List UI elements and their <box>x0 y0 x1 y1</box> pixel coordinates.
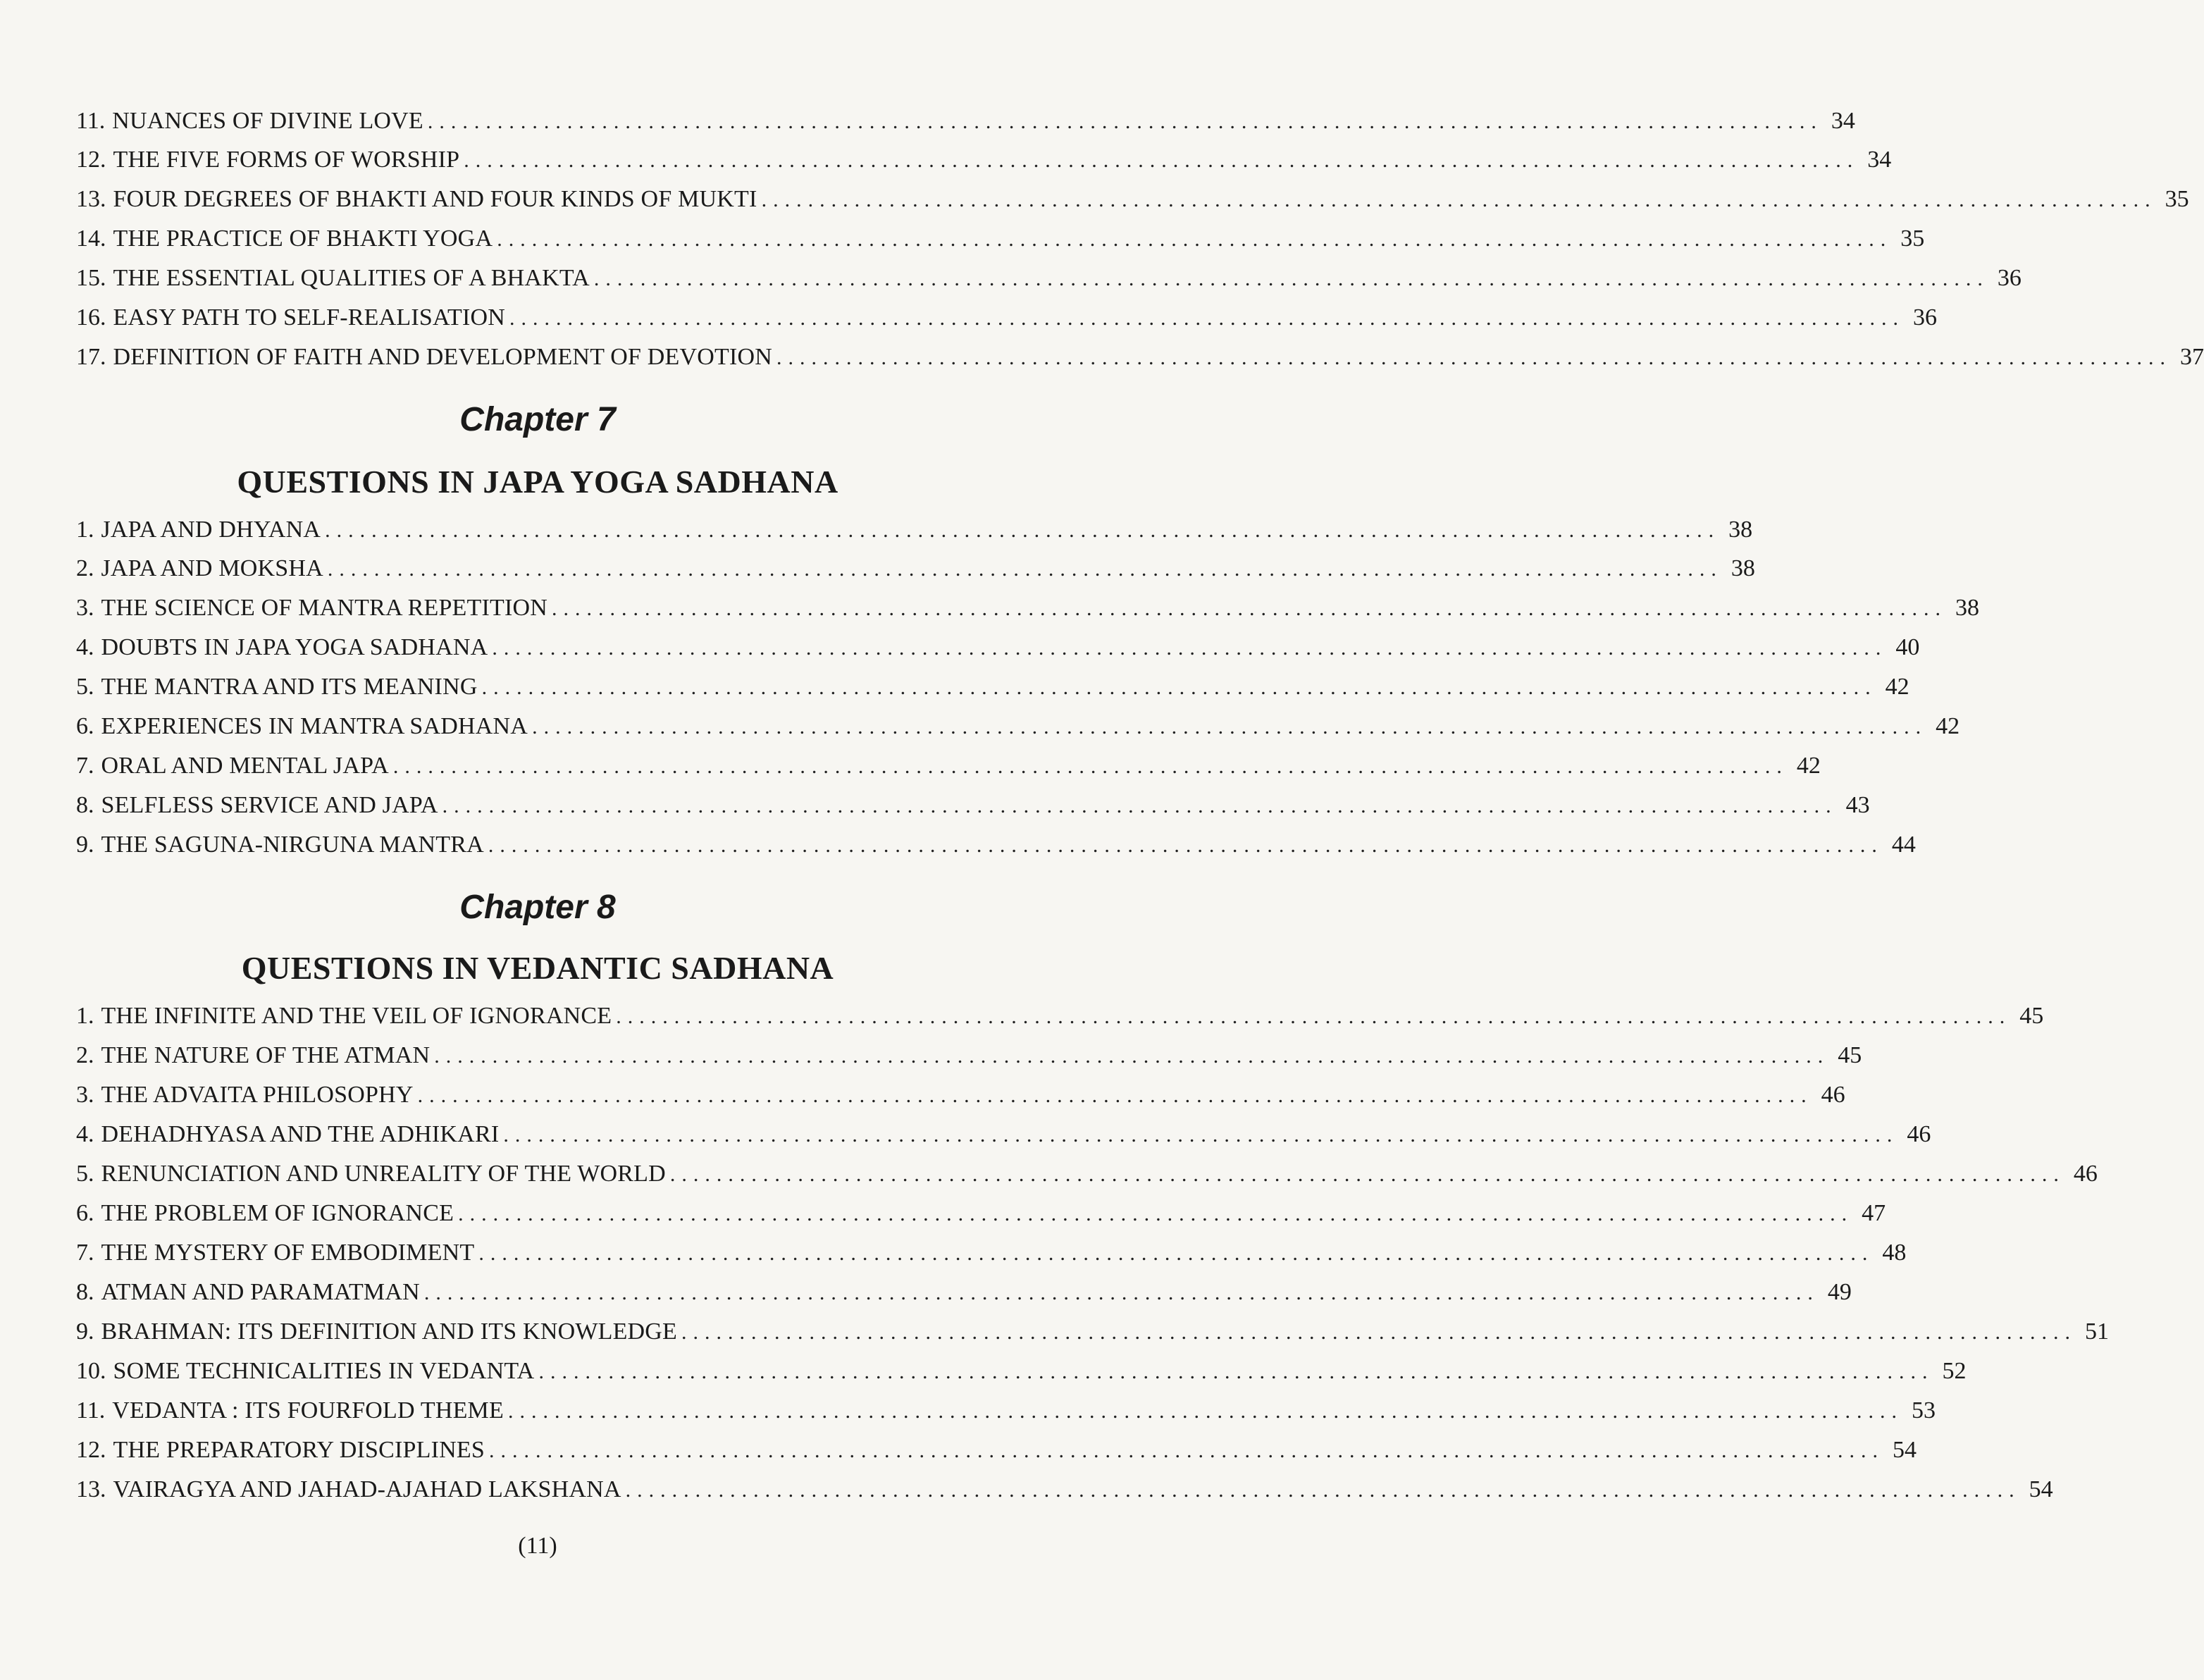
entry-title: VAIRAGYA AND JAHAD-AJAHAD LAKSHANA <box>113 1476 621 1502</box>
entry-page: 54 <box>2029 1476 2053 1502</box>
toc-entry <box>76 1001 2044 1032</box>
entry-page: 34 <box>1867 147 1892 173</box>
toc-entry <box>76 184 2189 215</box>
entry-number: 6. <box>76 713 94 739</box>
entry-number: 1. <box>76 1003 94 1029</box>
entry-number: 2. <box>76 1042 94 1068</box>
dot-leader: ........................................................................................................................ <box>434 1044 1830 1068</box>
section-heading: QUESTIONS IN VEDANTIC SADHANA <box>241 950 834 986</box>
entry-page: 42 <box>1936 713 1960 739</box>
dot-leader: ........................................................................................................................ <box>417 1084 1813 1107</box>
entry-number: 13. <box>76 186 106 212</box>
dot-leader: ........................................................................................................................ <box>507 1400 1903 1423</box>
toc-entry <box>76 829 1916 860</box>
entry-number: 3. <box>76 595 94 621</box>
toc-entry <box>76 1198 1886 1229</box>
dot-leader: ........................................................................................................................ <box>392 755 1788 778</box>
entry-title: SELFLESS SERVICE AND JAPA <box>101 792 438 818</box>
toc-entry <box>76 1040 1862 1071</box>
toc-entry <box>76 790 1870 821</box>
entry-number: 7. <box>76 1240 94 1266</box>
entry-page: 35 <box>2165 186 2189 212</box>
entry-title: JAPA AND DHYANA <box>101 517 321 543</box>
toc-entry <box>76 593 1980 624</box>
dot-leader: ........................................................................................................................ <box>761 188 2157 211</box>
entry-page: 40 <box>1895 634 1920 660</box>
entry-title: THE FIVE FORMS OF WORSHIP <box>113 147 460 173</box>
dot-leader: ........................................................................................................................ <box>492 636 1888 660</box>
toc-entry <box>76 514 1753 545</box>
entry-number: 16. <box>76 304 106 331</box>
entry-page: 53 <box>1911 1397 1936 1423</box>
dot-leader: ........................................................................................................................ <box>509 307 1905 330</box>
toc-entry <box>76 1474 2053 1505</box>
toc-entry <box>76 1316 2110 1347</box>
entry-title: THE PREPARATORY DISCIPLINES <box>113 1437 485 1463</box>
toc-entry <box>76 1159 2098 1190</box>
entry-number: 7. <box>76 753 94 779</box>
entry-number: 11. <box>76 1397 106 1423</box>
toc-entry <box>76 672 1909 703</box>
entry-page: 51 <box>2085 1318 2110 1345</box>
dot-leader: ........................................................................................................................ <box>488 1439 1884 1462</box>
entry-number: 15. <box>76 265 106 291</box>
entry-title: THE INFINITE AND THE VEIL OF IGNORANCE <box>101 1003 612 1029</box>
entry-number: 12. <box>76 147 106 173</box>
dot-leader: ........................................................................................................................ <box>552 597 1948 620</box>
entry-page: 44 <box>1891 832 1916 858</box>
dot-leader: ........................................................................................................................ <box>681 1321 2077 1344</box>
dot-leader: ........................................................................................................................ <box>538 1360 1934 1383</box>
toc-entry <box>76 1237 1907 1268</box>
entry-page: 46 <box>1907 1121 1931 1147</box>
entry-page: 45 <box>1838 1042 1862 1068</box>
dot-leader: ........................................................................................................................ <box>481 676 1877 699</box>
entry-page: 38 <box>1728 517 1753 543</box>
entry-title: THE NATURE OF THE ATMAN <box>101 1042 431 1068</box>
entry-number: 5. <box>76 1161 94 1187</box>
dot-leader: ........................................................................................................................ <box>593 267 1989 290</box>
toc-entry <box>76 632 1920 663</box>
entry-title: NUANCES OF DIVINE LOVE <box>112 108 423 134</box>
toc-entry <box>76 144 1892 175</box>
entry-page: 42 <box>1796 753 1821 779</box>
entry-number: 9. <box>76 832 94 858</box>
entry-page: 38 <box>1731 555 1755 581</box>
toc-entry <box>76 751 1821 782</box>
dot-leader: ........................................................................................................................ <box>464 149 1859 172</box>
toc-entry <box>76 302 1937 333</box>
dot-leader: ........................................................................................................................ <box>776 346 2172 369</box>
entry-page: 37 <box>2180 344 2204 370</box>
dot-leader: ........................................................................................................................ <box>669 1163 2065 1186</box>
entry-number: 12. <box>76 1437 106 1463</box>
entry-title: EXPERIENCES IN MANTRA SADHANA <box>101 713 528 739</box>
chapter-label: Chapter 8 <box>459 889 616 926</box>
chapter-label: Chapter 7 <box>459 401 616 438</box>
toc-entry <box>76 1277 1852 1308</box>
entry-number: 10. <box>76 1358 106 1384</box>
dot-leader: ........................................................................................................................ <box>532 715 1928 739</box>
entry-title: THE ESSENTIAL QUALITIES OF A BHAKTA <box>113 265 590 291</box>
toc-entry <box>76 553 1755 584</box>
entry-page: 43 <box>1845 792 1870 818</box>
section-heading: QUESTIONS IN JAPA YOGA SADHANA <box>237 464 838 500</box>
entry-number: 14. <box>76 226 106 252</box>
entry-title: ORAL AND MENTAL JAPA <box>101 753 389 779</box>
dot-leader: ........................................................................................................................ <box>423 1281 1819 1304</box>
dot-leader: ........................................................................................................................ <box>488 834 1883 857</box>
toc-entry <box>76 342 2204 373</box>
entry-page: 36 <box>1997 265 2022 291</box>
dot-leader: ........................................................................................................................ <box>497 228 1893 251</box>
entry-title: DEFINITION OF FAITH AND DEVELOPMENT OF DEVOTION <box>113 344 773 370</box>
entry-title: FOUR DEGREES OF BHAKTI AND FOUR KINDS OF MUKTI <box>113 186 757 212</box>
entry-number: 13. <box>76 1476 106 1502</box>
toc-entry <box>76 1119 1931 1150</box>
entry-title: EASY PATH TO SELF-REALISATION <box>113 304 505 331</box>
entry-number: 4. <box>76 1121 94 1147</box>
entry-title: DOUBTS IN JAPA YOGA SADHANA <box>101 634 488 660</box>
entry-page: 47 <box>1862 1200 1886 1226</box>
entry-page: 45 <box>2019 1003 2044 1029</box>
entry-title: THE ADVAITA PHILOSOPHY <box>101 1082 414 1108</box>
entry-number: 5. <box>76 674 94 700</box>
entry-page: 46 <box>1821 1082 1845 1108</box>
entry-page: 52 <box>1942 1358 1967 1384</box>
entry-number: 6. <box>76 1200 94 1226</box>
entry-title: DEHADHYASA AND THE ADHIKARI <box>101 1121 500 1147</box>
dot-leader: ........................................................................................................................ <box>616 1005 2012 1028</box>
dot-leader: ........................................................................................................................ <box>503 1123 1899 1147</box>
toc-entry <box>76 106 1855 137</box>
toc-entry <box>76 711 1960 742</box>
entry-page: 34 <box>1831 108 1855 134</box>
toc-entry <box>76 1356 1967 1387</box>
dot-leader: ........................................................................................................................ <box>327 557 1723 581</box>
entry-title: ATMAN AND PARAMATMAN <box>101 1279 420 1305</box>
entry-number: 8. <box>76 1279 94 1305</box>
entry-title: SOME TECHNICALITIES IN VEDANTA <box>113 1358 535 1384</box>
entry-title: VEDANTA : ITS FOURFOLD THEME <box>112 1397 504 1423</box>
entry-number: 4. <box>76 634 94 660</box>
entry-number: 3. <box>76 1082 94 1108</box>
page-number: (11) <box>518 1533 557 1559</box>
dot-leader: ........................................................................................................................ <box>458 1202 1854 1225</box>
dot-leader: ........................................................................................................................ <box>442 794 1838 817</box>
entry-number: 8. <box>76 792 94 818</box>
dot-leader: ........................................................................................................................ <box>325 519 1721 542</box>
dot-leader: ........................................................................................................................ <box>478 1242 1874 1265</box>
entry-page: 38 <box>1955 595 1980 621</box>
entry-page: 54 <box>1892 1437 1917 1463</box>
entry-title: BRAHMAN: ITS DEFINITION AND ITS KNOWLEDGE <box>101 1318 678 1345</box>
entry-number: 1. <box>76 517 94 543</box>
entry-page: 42 <box>1885 674 1909 700</box>
entry-page: 48 <box>1882 1240 1907 1266</box>
dot-leader: ........................................................................................................................ <box>427 110 1823 133</box>
toc-entry <box>76 1435 1917 1466</box>
toc-entry <box>76 223 1925 254</box>
entry-title: RENUNCIATION AND UNREALITY OF THE WORLD <box>101 1161 666 1187</box>
entry-number: 2. <box>76 555 94 581</box>
entry-title: THE SCIENCE OF MANTRA REPETITION <box>101 595 548 621</box>
toc-entry <box>76 1080 1845 1111</box>
toc-entry <box>76 1395 1936 1426</box>
entry-title: THE MANTRA AND ITS MEANING <box>101 674 478 700</box>
toc-entry <box>76 263 2022 294</box>
entry-page: 36 <box>1912 304 1937 331</box>
entry-title: THE PROBLEM OF IGNORANCE <box>101 1200 454 1226</box>
entry-number: 11. <box>76 108 106 134</box>
entry-title: THE MYSTERY OF EMBODIMENT <box>101 1240 475 1266</box>
entry-title: THE PRACTICE OF BHAKTI YOGA <box>113 226 493 252</box>
entry-page: 49 <box>1827 1279 1852 1305</box>
entry-page: 46 <box>2073 1161 2098 1187</box>
entry-page: 35 <box>1900 226 1925 252</box>
entry-number: 17. <box>76 344 106 370</box>
entry-title: THE SAGUNA-NIRGUNA MANTRA <box>101 832 484 858</box>
entry-title: JAPA AND MOKSHA <box>101 555 323 581</box>
entry-number: 9. <box>76 1318 94 1345</box>
dot-leader: ........................................................................................................................ <box>625 1478 2021 1502</box>
